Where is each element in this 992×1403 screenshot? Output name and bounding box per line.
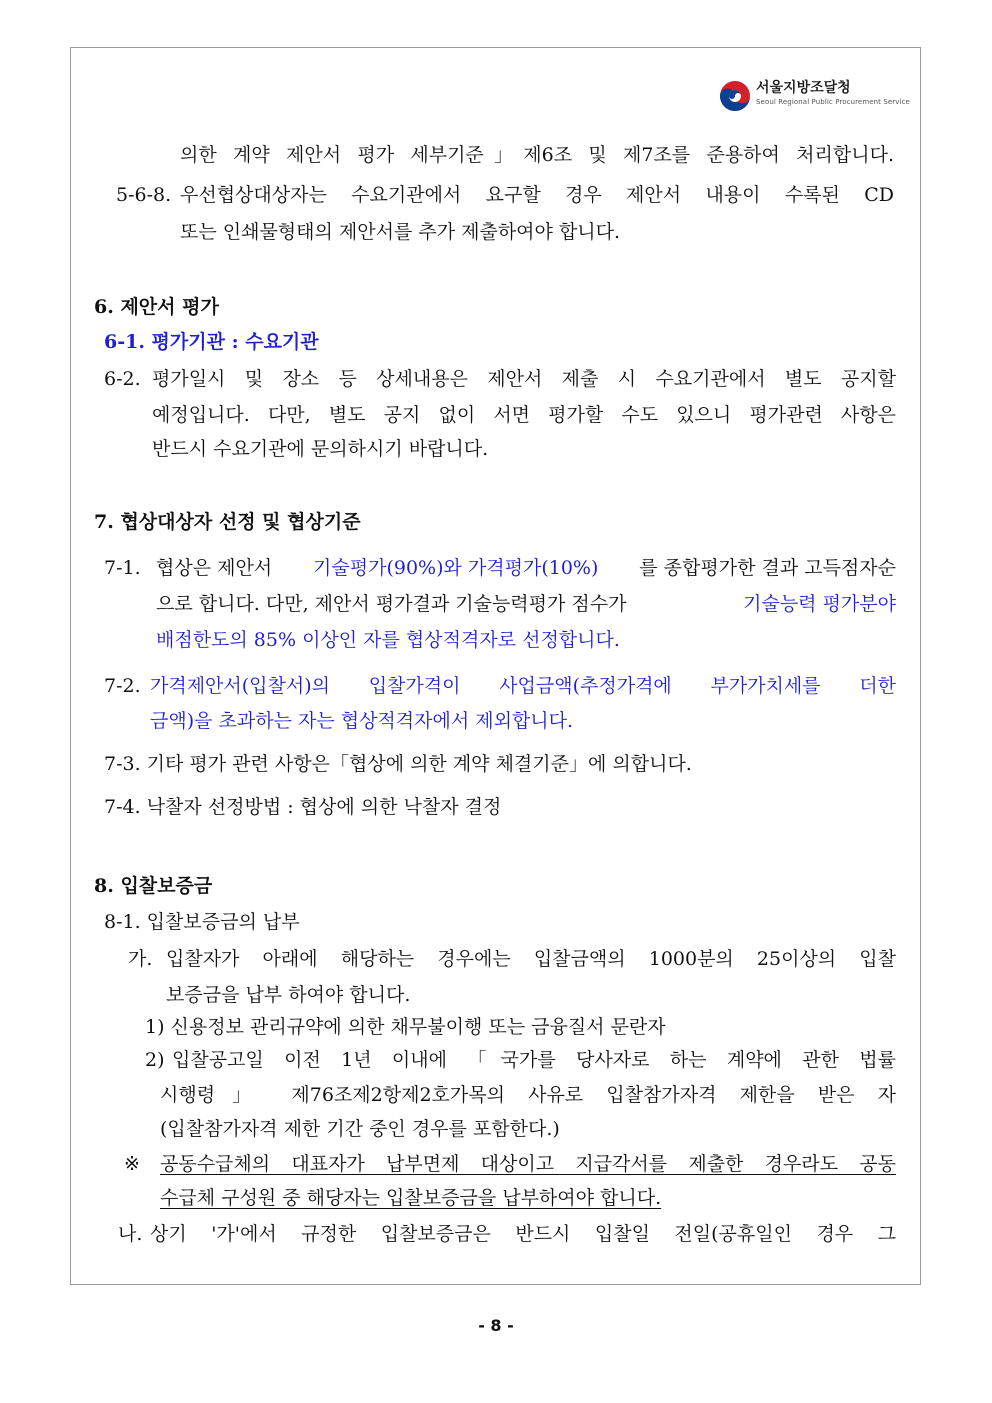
text-line: 수급체 구성원 중 해당자는 입찰보증금을 납부하여야 합니다. [160, 1187, 662, 1209]
text-line: 입찰공고일 이전 1년 이내에 「국가를 당사자로 하는 계약에 관한 법률 [172, 1049, 896, 1071]
text-line: 1) 신용정보 관리규약에 의한 채무불이행 또는 금융질서 문란자 [145, 1016, 666, 1038]
clause-number: 7-2. [104, 675, 141, 697]
text-line: 우선협상대상자는 수요기관에서 요구할 경우 제안서 내용이 수록된 CD [180, 184, 894, 206]
page-number: - 8 - [478, 1316, 514, 1335]
text-line: 7-4. 낙찰자 선정방법 : 협상에 의한 낙찰자 결정 [104, 796, 502, 818]
text-line: 평가일시 및 장소 등 상세내용은 제안서 제출 시 수요기관에서 별도 공지할 [152, 368, 896, 390]
clause-number: 가. [128, 948, 153, 970]
text-line [156, 556, 896, 580]
note-mark: ※ [124, 1153, 140, 1175]
org-name-kr: 서울지방조달청 [756, 80, 851, 96]
text-line: 예정입니다. 다만, 별도 공지 없이 서면 평가할 수도 있으니 평가관련 사항은 [152, 404, 896, 426]
clause-number: 5-6-8. [116, 184, 172, 206]
text-line: 8-1. 입찰보증금의 납부 [104, 911, 300, 933]
text-segment: 으로 합니다. 다만, 제안서 평가결과 기술능력평가 점수가 [156, 593, 627, 615]
section-heading: 7. 협상대상자 선정 및 협상기준 [94, 511, 361, 533]
section-heading: 8. 입찰보증금 [94, 875, 213, 897]
text-line: 반드시 수요기관에 문의하시기 바랍니다. [152, 438, 489, 460]
clause-number: 7-1. [104, 557, 141, 579]
clause-number: 2) [145, 1049, 165, 1071]
text-line: 가격제안서(입찰서)의 입찰가격이 사업금액(추정가격에 부가가치세를 더한 [150, 675, 896, 697]
text-line: 금액)을 초과하는 자는 협상적격자에서 제외합니다. [150, 710, 574, 732]
text-line: (입찰참가자격 제한 기간 중인 경우를 포함한다.) [160, 1118, 560, 1140]
text-line: 배점한도의 85% 이상인 자를 협상적격자로 선정합니다. [156, 629, 620, 651]
text-segment: 협상은 제안서 [156, 557, 273, 579]
text-line: 의한 계약 제안서 평가 세부기준」제6조 및 제7조를 준용하여 처리합니다. [180, 144, 894, 166]
text-line: 7-3. 기타 평가 관련 사항은「협상에 의한 계약 체결기준」에 의합니다. [104, 753, 692, 775]
text-line: 또는 인쇄물형태의 제안서를 추가 제출하여야 합니다. [180, 221, 621, 243]
org-logo [718, 79, 910, 113]
text-segment: 를 종합평가한 결과 고득점자순 [639, 557, 896, 579]
text-line: 입찰자가 아래에 해당하는 경우에는 입찰금액의 1000분의 25이상의 입찰 [166, 948, 896, 970]
clause-number: 나. [118, 1223, 143, 1245]
taegeuk-emblem-icon [718, 79, 752, 113]
text-line: 상기 '가'에서 규정한 입찰보증금은 반드시 입찰일 전일(공휴일인 경우 그 [150, 1223, 896, 1245]
section-heading: 6. 제안서 평가 [94, 296, 219, 318]
text-line [156, 592, 896, 616]
text-line: 6-1. 평가기관 : 수요기관 [104, 331, 319, 353]
org-name-en: Seoul Regional Public Procurement Service [756, 98, 910, 106]
text-line: 공동수급체의 대표자가 납부면제 대상이고 지급각서를 제출한 경우라도 공동 [160, 1153, 896, 1175]
text-line: 시행령」 제76조제2항제2호가목의 사유로 입찰참가자격 제한을 받은 자 [160, 1084, 896, 1106]
clause-number: 6-2. [104, 368, 141, 390]
text-segment: 기술평가(90%)와 가격평가(10%) [313, 557, 599, 579]
text-segment: 기술능력 평가분야 [743, 593, 896, 615]
text-line: 보증금을 납부 하여야 합니다. [166, 984, 411, 1006]
